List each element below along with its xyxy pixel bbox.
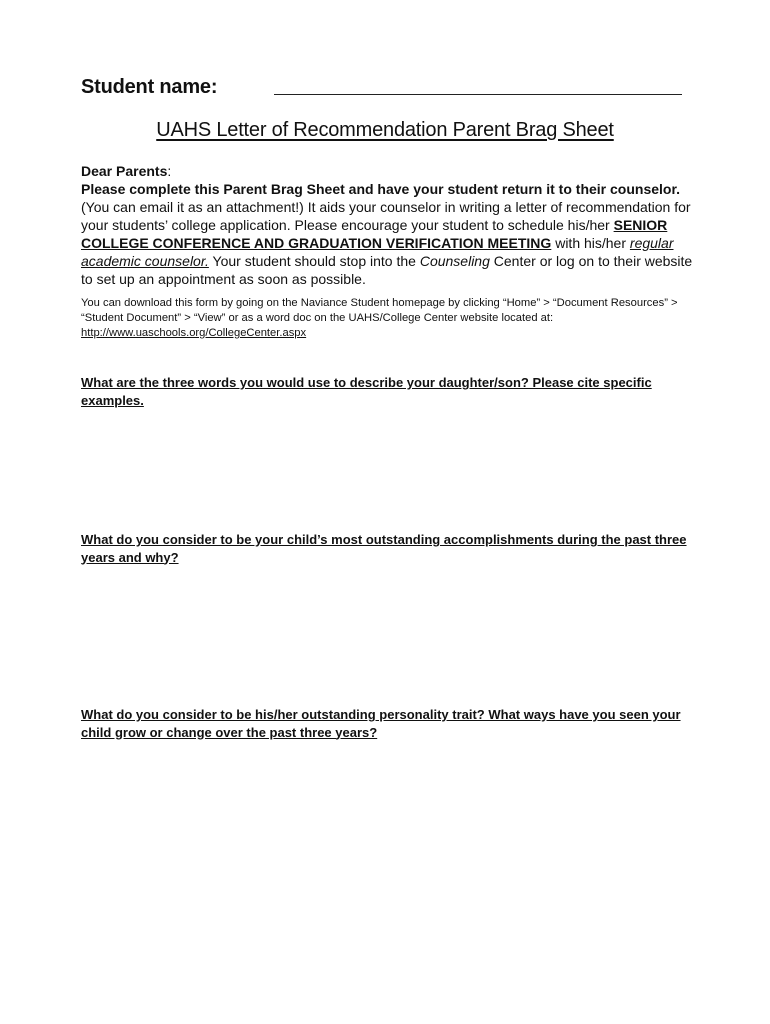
question-personality-trait: What do you consider to be his/her outstanding personality trait? What ways have you seen your child grow or change over the past three years? [81,707,681,740]
salutation-colon: : [167,163,172,179]
student-name-label: Student name: [81,76,218,98]
download-text: You can download this form by going on the Naviance Student homepage by clicking “Home” > “Document Resources” > “Student Document” > “View” or as a word doc on the UAHS/College Center website located at: [81,297,678,324]
page-title: UAHS Letter of Recommendation Parent Brag Sheet [156,119,614,141]
intro-body-1: (You can email it as an attachment!) It aids your counselor in writing a letter of recommendation for your students’ college application. Please encourage your student to schedule his/her [81,199,691,233]
student-name-blank-line[interactable] [274,94,682,95]
counselor-type: regular academic counselor. [81,235,674,269]
intro-paragraph [81,180,693,288]
salutation-line [81,162,693,180]
instruction-text: Please complete this Parent Brag Sheet and have your student return it to their counselor. [81,181,681,197]
question-three-words: What are the three words you would use to describe your daughter/son? Please cite specific examples. [81,375,652,408]
download-note [81,296,693,341]
student-name-row [81,76,681,100]
meeting-name: SENIOR COLLEGE CONFERENCE AND GRADUATION VERIFICATION MEETING [81,217,668,251]
intro-body-3: Your student should stop into the [208,253,420,269]
center-name: Counseling [419,253,490,269]
intro-body-4: Center or log on to their website to set up an appointment as soon as possible. [81,253,693,287]
question-accomplishments: What do you consider to be your child’s most outstanding accomplishments during the past three years and why? [81,532,687,565]
intro-section [81,162,693,288]
college-center-link[interactable]: http://www.uaschools.org/CollegeCenter.aspx [81,327,307,339]
intro-body-2: with his/her [551,235,630,251]
salutation: Dear Parents [81,163,168,179]
